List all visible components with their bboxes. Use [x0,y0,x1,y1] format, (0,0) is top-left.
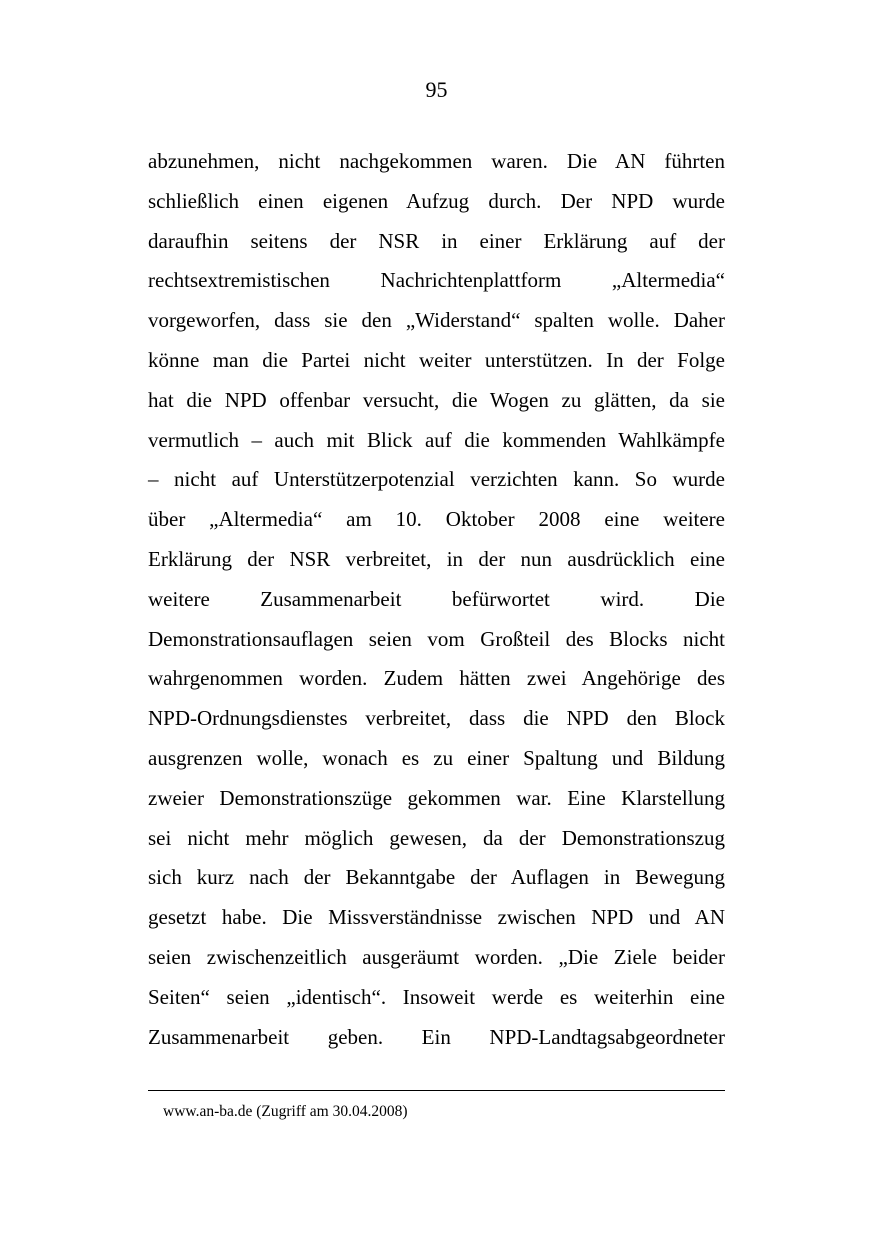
footnote-link[interactable]: www.an-ba.de (Zugriff am 30.04.2008) [163,1103,408,1120]
text-line: ausgrenzen wolle, wonach es zu einer Spaltung und Bildung [148,745,725,770]
text-line: vorgeworfen, dass sie den „Widerstand“ spalten wolle. Daher [148,308,725,333]
text-line: zweier Demonstrationszüge gekommen war. Eine Klarstellung [148,785,725,810]
text-line: gesetzt habe. Die Missverständnisse zwischen NPD und AN [148,905,725,930]
text-line: rechtsextremistischen Nachrichtenplattform „Altermedia“ [148,268,725,293]
text-line: – nicht auf Unterstützerpotenzial verzichten kann. So wurde [148,467,725,492]
text-line: seien zwischenzeitlich ausgeräumt worden. „Die Ziele beider [148,944,725,969]
text-line: weitere Zusammenarbeit befürwortet wird. Die [148,586,725,611]
text-line: könne man die Partei nicht weiter unterstützen. In der Folge [148,347,725,372]
footnote-divider [148,1090,725,1091]
body-text [148,142,725,1057]
text-line: daraufhin seitens der NSR in einer Erklärung auf der [148,228,725,253]
text-line: abzunehmen, nicht nachgekommen waren. Die AN führten [148,149,725,173]
text-line: wahrgenommen worden. Zudem hätten zwei Angehörige des [148,666,725,691]
text-line: Seiten“ seien „identisch“. Insoweit werde es weiterhin eine [148,984,725,1009]
text-line: hat die NPD offenbar versucht, die Wogen zu glätten, da sie [148,387,725,412]
text-line: Erklärung der NSR verbreitet, in der nun ausdrücklich eine [148,546,725,571]
text-line: Zusammenarbeit geben. Ein NPD-Landtagsabgeordneter [148,1024,725,1049]
text-line: NPD-Ordnungsdienstes verbreitet, dass die NPD den Block [148,706,725,731]
text-line: schließlich einen eigenen Aufzug durch. Der NPD wurde [148,188,725,213]
page-number: 95 [425,77,448,102]
text-line: vermutlich – auch mit Blick auf die kommenden Wahlkämpfe [148,427,725,452]
text-line: sich kurz nach der Bekanntgabe der Auflagen in Bewegung [148,865,725,890]
text-line: sei nicht mehr möglich gewesen, da der Demonstrationszug [148,825,725,850]
text-line: über „Altermedia“ am 10. Oktober 2008 eine weitere [148,507,725,532]
text-line: Demonstrationsauflagen seien vom Großteil des Blocks nicht [148,626,725,651]
